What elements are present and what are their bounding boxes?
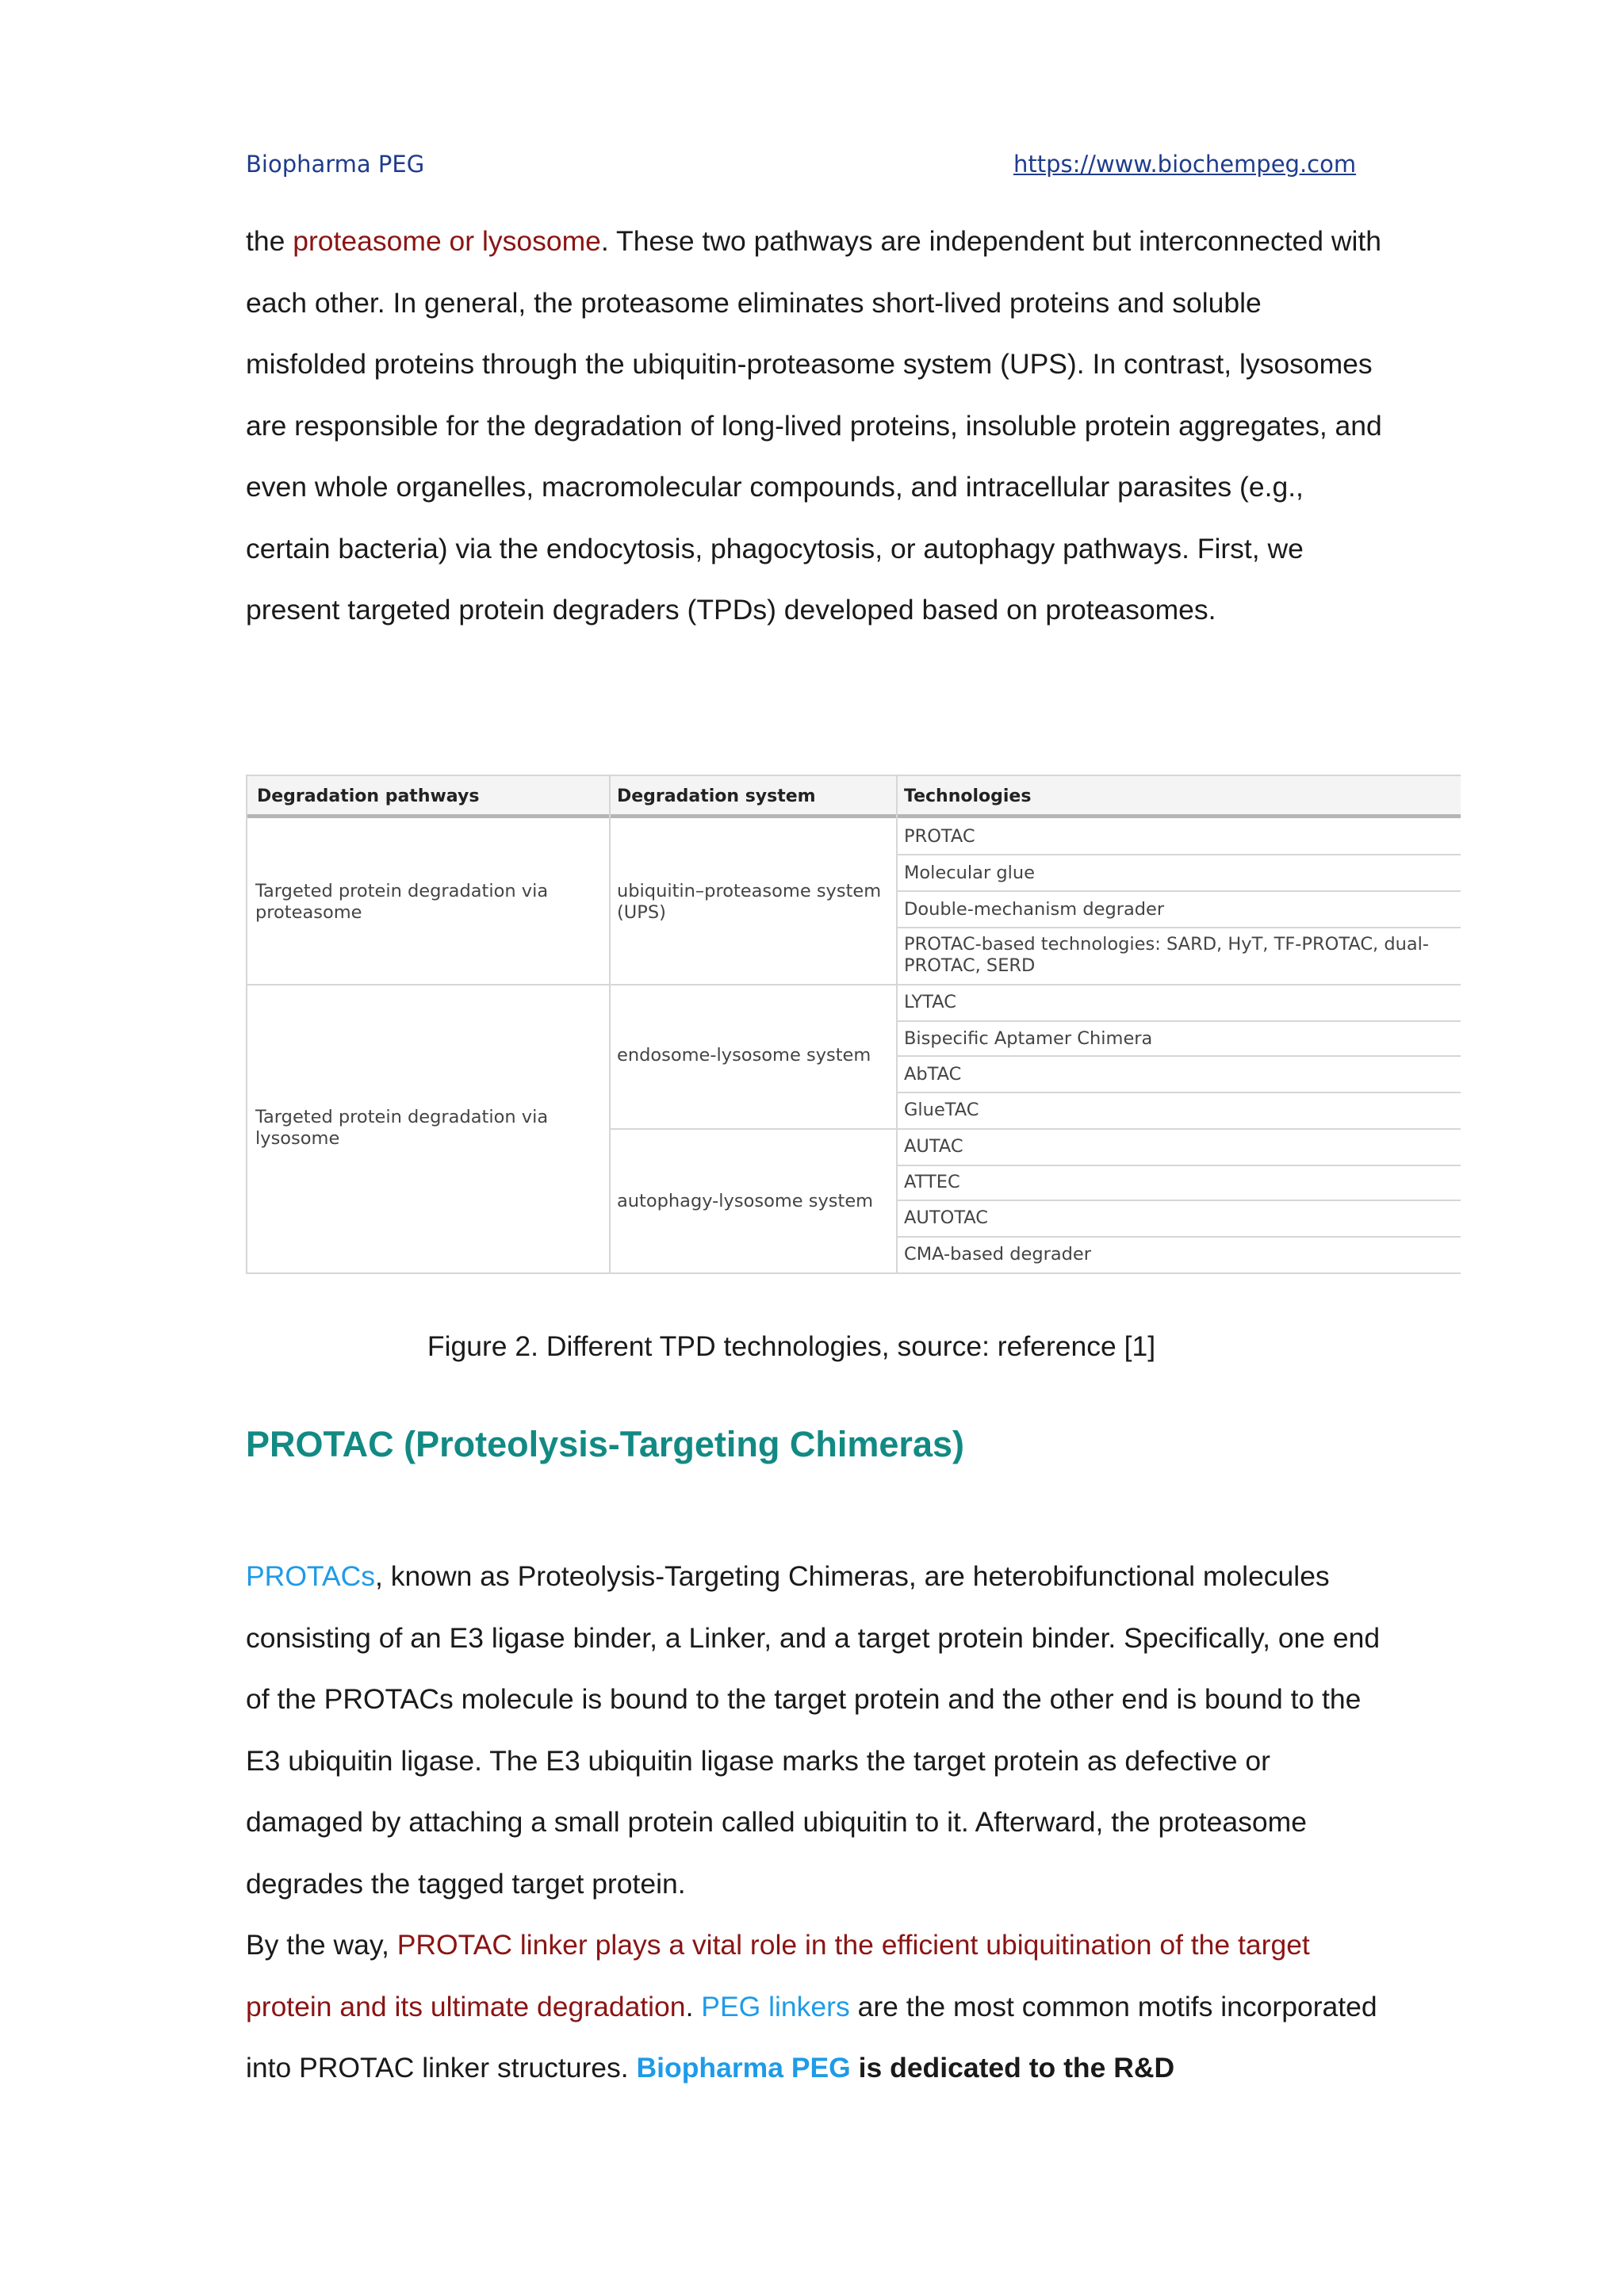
period-text: . xyxy=(685,1990,702,2022)
table-header-row xyxy=(247,776,1461,818)
tpd-technologies-table xyxy=(246,775,1461,1274)
table-divider xyxy=(896,1092,1461,1093)
peg-linkers-link[interactable]: PEG linkers xyxy=(701,1990,850,2022)
table-cell-technology: PROTAC xyxy=(904,826,975,847)
table-cell-system: ubiquitin–proteasome system (UPS) xyxy=(617,881,882,923)
table-divider xyxy=(609,776,611,1274)
table-cell-technology: AbTAC xyxy=(904,1064,962,1085)
intro-highlight-text: proteasome or lysosome xyxy=(293,225,601,257)
table-divider xyxy=(896,1200,1461,1201)
table-divider xyxy=(896,890,1461,892)
by-the-way-text: By the way, xyxy=(246,1929,397,1961)
intro-body-text: . These two pathways are independent but interconnected with each other. In general, the proteasome eliminates short-lived proteins and soluble misfolded proteins through the ubiquitin-proteasome system (UPS). In contrast, lysosomes are responsible for the degradation of long-lived proteins, insoluble protein aggregates, and even whole organelles, macromolecular compounds, and intracellular parasites (e.g., certain bacteria) via the endocytosis, phagocytosis, or autophagy pathways. First, we present targeted protein degraders (TPDs) developed based on proteasomes. xyxy=(246,225,1382,626)
header-website-link[interactable]: https://www.biochempeg.com xyxy=(1013,151,1357,178)
table-cell-technology: Molecular glue xyxy=(904,863,1035,883)
table-cell-technology: LYTAC xyxy=(904,992,956,1012)
table-header-technologies: Technologies xyxy=(904,786,1032,806)
table-divider xyxy=(896,854,1461,855)
table-divider xyxy=(896,1020,1461,1022)
table-cell-technology: AUTAC xyxy=(904,1136,963,1157)
table-cell-pathway: Targeted protein degradation via lysosome xyxy=(255,1107,549,1149)
section-heading: PROTAC (Proteolysis-Targeting Chimeras) xyxy=(246,1424,964,1464)
table-cell-technology: ATTEC xyxy=(904,1172,960,1192)
table-divider xyxy=(896,1055,1461,1057)
table-header-pathways: Degradation pathways xyxy=(257,786,480,806)
protacs-link[interactable]: PROTACs xyxy=(246,1560,376,1592)
motifs-text: are the most common motifs incorporated into PROTAC linker structures. xyxy=(246,1990,1377,2084)
table-cell-technology: Bispecific Aptamer Chimera xyxy=(904,1028,1153,1049)
table-cell-technology: GlueTAC xyxy=(904,1100,979,1120)
table-cell-technology: PROTAC-based technologies: SARD, HyT, TF-PROTAC, dual-PROTAC, SERD xyxy=(904,934,1430,976)
figure-caption xyxy=(0,1330,1624,1363)
table-cell-technology: Double-mechanism degrader xyxy=(904,899,1165,920)
linker-highlight-text: PROTAC linker plays a vital role in the efficient ubiquitination of the target protein and its ultimate degradation xyxy=(246,1929,1310,2022)
dedicated-bold-text: is dedicated to the R&D xyxy=(850,2052,1175,2084)
intro-lead-text: the xyxy=(246,225,293,257)
table-cell-pathway: Targeted protein degradation via proteasome xyxy=(255,881,549,923)
table-divider xyxy=(896,927,1461,928)
table-divider xyxy=(609,1128,1461,1130)
table-divider xyxy=(896,1165,1461,1166)
table-header-system: Degradation system xyxy=(617,786,816,806)
figure-caption-text: Figure 2. Different TPD technologies, source: reference [1] xyxy=(427,1330,1156,1362)
table-divider xyxy=(896,1236,1461,1238)
header-company-name: Biopharma PEG xyxy=(246,151,425,178)
table-cell-system: endosome-lysosome system xyxy=(617,1045,871,1066)
table-divider xyxy=(247,984,1461,985)
brand-link[interactable]: Biopharma PEG xyxy=(636,2052,851,2084)
table-cell-technology: CMA-based degrader xyxy=(904,1244,1092,1265)
protac-body-text: , known as Proteolysis-Targeting Chimeras, are heterobifunctional molecules consisting of an E3 ligase binder, a Linker, and a target protein binder. Specifically, one end of the PROTACs molecule is bound to the target protein and the other end is bound to the E3 ubiquitin ligase. The E3 ubiquitin ligase marks the target protein as defective or damaged by attaching a small protein called ubiquitin to it. Afterward, the proteasome degrades the tagged target protein. xyxy=(246,1560,1381,1900)
intro-paragraph xyxy=(246,211,1388,641)
protac-paragraph xyxy=(246,1546,1388,2099)
table-cell-system: autophagy-lysosome system xyxy=(617,1191,874,1211)
table-cell-technology: AUTOTAC xyxy=(904,1207,989,1228)
